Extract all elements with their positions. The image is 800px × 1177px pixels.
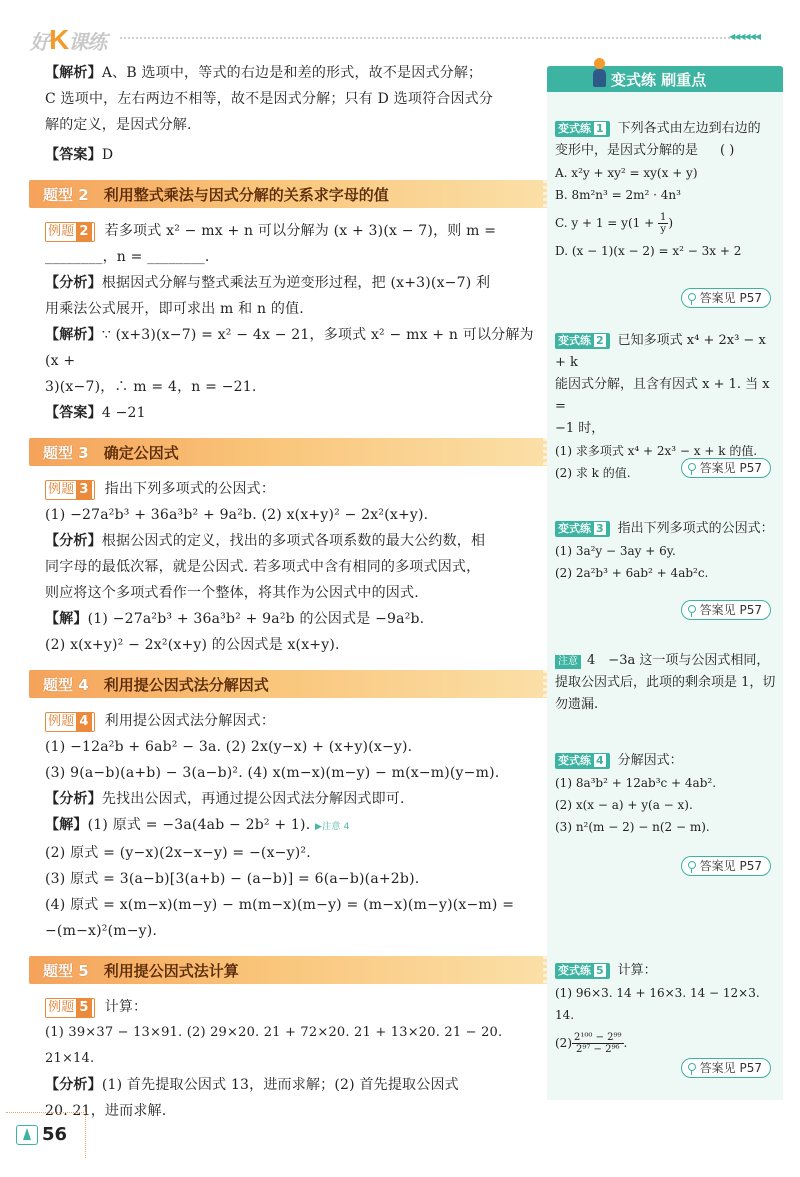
brand-logo: 好K课练 (30, 24, 107, 55)
answer-link-5[interactable]: 答案见 P57 (681, 1058, 771, 1078)
practice-2: 变式练 2 已知多项式 x⁴ + 2x³ − x + k 能因式分解，且含有因式 x + 1. 当 x = −1 时， (1) 求多项式 x⁴ + 2x³ − x + k 的值. (2) 求 k 的值. (555, 333, 770, 480)
answer-link-1[interactable]: 答案见 P57 (681, 288, 771, 308)
example-badge: 例题 5 (45, 998, 95, 1018)
note-reference[interactable]: ▶注意 4 (315, 822, 350, 832)
practice-4: 变式练 4 分解因式： (1) 8a³b² + 12ab³c + 4ab². (2) x(x − a) + y(a − x). (3) n²(m − 2) − n(2 − m). (555, 753, 717, 834)
practice-sidebar (547, 66, 783, 1100)
note-4: 注意 4 −3a 这一项与公因式相同， 提取公因式后，此项的剩余项是 1，切 勿遗漏. (555, 653, 776, 712)
practice-3: 变式练 3 指出下列多项式的公因式： (1) 3a²y − 3ay + 6y. (2) 2a²b³ + 6ab² + 4ab²c. (555, 521, 774, 580)
header-divider (120, 37, 738, 39)
example-5: 例题 5 计算： (1) 39×37 − 13×91. (2) 29×20. 21 + 72×20. 21 + 13×20. 21 − 20. 21×14. 【分析】(1) 首先提取公因式 13，进而求解；(2) 首先提取公因式 20. 21，进而求解. (45, 999, 503, 1119)
example-4: 例题 4 利用提公因式法分解因式： (1) −12a²b + 6ab² − 3a. (2) 2x(y−x) + (x+y)(x−y). (3) 9(a−b)(a+b) − 3(a−b)². (4) x(m−x)(m−y) − m(x−m)(y−m). 【分析】先找出公因式，再通过提公因式法分解因式即可. 【解】(1) 原式 = −3a(4ab − 2b² + 1). ▶注意 4 (2) 原式 = (y−x)(2x−x−y) = −(x−y)². (3) 原式 = 3(a−b)[3(a+b) − (a−b)] = 6(a−b)(a+2b). (4) 原式 = x(m−x)(m−y) − m(m−x)(m−y) = (m−x)(m−y)(x−m) = −(m−x)²(m−y). (45, 713, 515, 939)
section-header-4: 题型 4 利用提公因式法分解因式 (29, 670, 551, 698)
note-icon: 注意 (555, 655, 581, 669)
practice-5: 变式练 5 计算： (1) 96×3. 14 + 16×3. 14 − 12×3. 14. (2) $\frac{\text{2¹⁰⁰ − 2⁹⁹}}{\text{2⁹⁷ − 2⁹⁶}}$ . (555, 963, 760, 1055)
page-logo-icon (16, 1125, 38, 1145)
section-header-2: 题型 2 利用整式乘法与因式分解的关系求字母的值 (29, 180, 551, 208)
answer-link-3[interactable]: 答案见 P57 (681, 600, 771, 620)
practice-1: 变式练 1 下列各式由左边到右边的 变形中，是因式分解的是 ( ) A. x²y + xy² = xy(x + y) B. 8m²n³ = 2m² · 4n³ C. y + 1 = y(1 + $\frac{1}{y}$ ) D. (x − 1)(x − 2) = x² − 3x + 2 (555, 121, 761, 258)
main-column (45, 60, 537, 1124)
section-header-5: 题型 5 利用提公因式法计算 (29, 956, 551, 984)
student-figure-icon (591, 58, 607, 90)
example-badge: 例题 3 (45, 480, 95, 500)
section-header-3: 题型 3 确定公因式 (29, 438, 551, 466)
example-badge: 例题 2 (45, 222, 95, 242)
example-3: 例题 3 指出下列多项式的公因式： (1) −27a²b³ + 36a³b² + 9a²b. (2) x(x+y)² − 2x²(x+y). 【分析】根据公因式的定义，找出的多项式各项系数的最大公约数，相 同字母的最低次幂，就是公因式. 若多项式中含有相同的多项式因式， 则应将这个多项式看作一个整体，将其作为公因式中的因式. 【解】(1) −27a²b³ + 36a³b² + 9a²b 的公因式是 −9a²b. (2) x(x+y)² − 2x²(x+y) 的公因式是 x(x+y). (45, 481, 486, 653)
answer-1: 【答案】D (45, 147, 114, 163)
example-2: 例题 2 若多项式 x² − mx + n 可以分解为 (x + 3)(x − 7)，则 m = ________，n = ________. 【分析】根据因式分解与整式乘法互为逆变形过程，把 (x+3)(x−7) 利 用乘法公式展开，即可求出 m 和 n 的值. 【解析】∵ (x+3)(x−7) = x² − 4x − 21，多项式 x² − mx + n 可以分解为 (x + 3)(x−7)，∴ m = 4，n = −21. 【答案】4 −21 (45, 223, 534, 421)
example-badge: 例题 4 (45, 712, 95, 732)
header-arrows-icon: ◀◀◀◀◀◀ (729, 32, 760, 41)
analysis-1: 【解析】A、B 选项中，等式的右边是和差的形式，故不是因式分解； C 选项中，左右两边不相等，故不是因式分解；只有 D 选项符合因式分 解的定义，是因式分解. (45, 65, 494, 133)
page-number: 56 (42, 1124, 68, 1145)
sidebar-header: 变式练 刷重点 (547, 66, 783, 92)
answer-link-2[interactable]: 答案见 P57 (681, 458, 771, 478)
answer-link-4[interactable]: 答案见 P57 (681, 856, 771, 876)
